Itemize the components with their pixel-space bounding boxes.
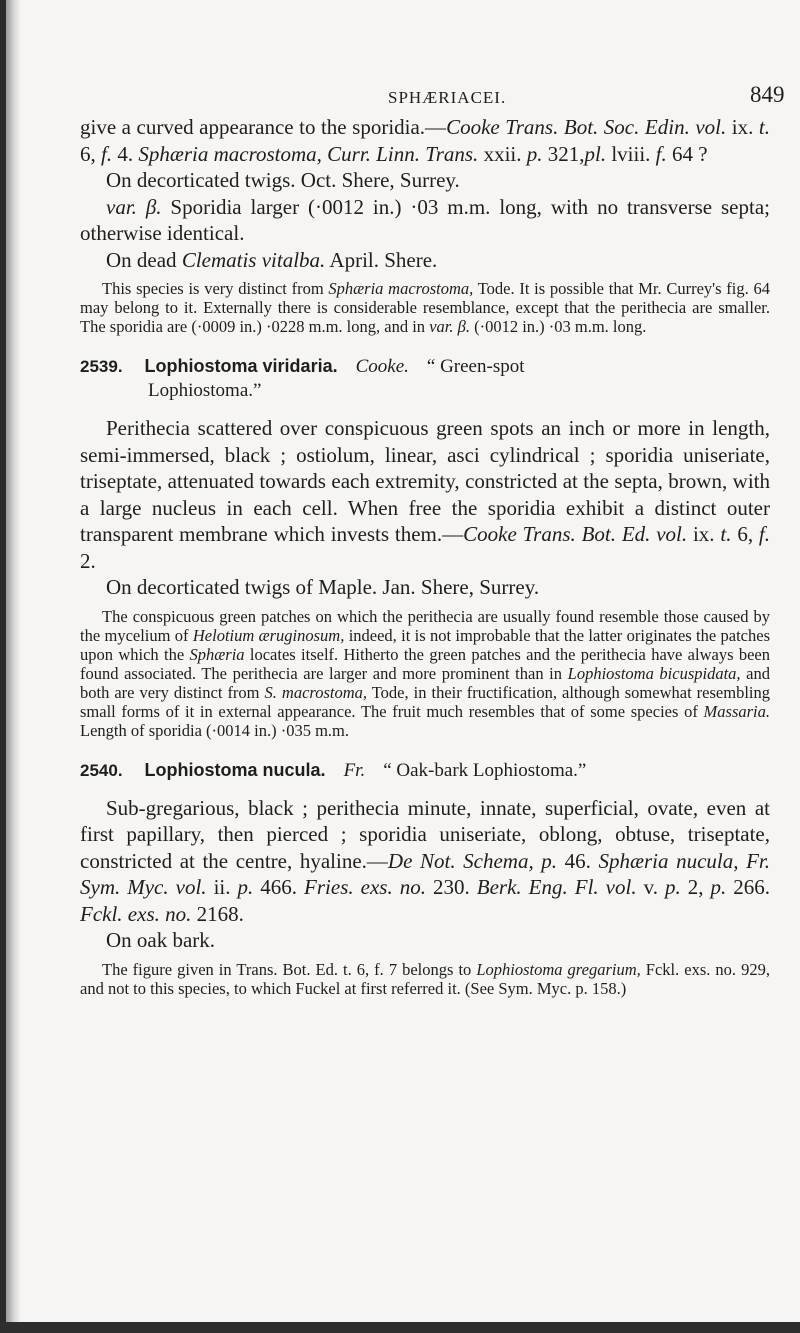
continued-paragraph: give a curved appearance to the sporidia.—Cooke Trans. Bot. Soc. Edin. vol. ix. t. 6, f. 4. Sphæria macrostoma, Curr. Linn. Trans. xxii. p. 321,pl. lviii. f. 64 ?	[80, 115, 770, 166]
scan-edge	[0, 1322, 800, 1333]
binding-gradient	[6, 0, 20, 1333]
species-name: Lophiostoma viridaria.	[144, 356, 338, 376]
species-number: 2540.	[80, 760, 123, 780]
species-heading-2539	[80, 354, 770, 403]
variety-paragraph: var. β. Sporidia larger (·0012 in.) ·03 m.m. long, with no transverse septa; otherwise identical.	[80, 194, 770, 245]
species-number: 2539.	[80, 357, 123, 376]
species-author: Cooke.	[355, 356, 409, 377]
variety-label: var. β.	[106, 194, 162, 219]
habitat-line: On oak bark.	[106, 928, 216, 952]
page-number: 849	[750, 82, 785, 107]
species-description: Sub-gregarious, black ; perithecia minute, innate, superficial, ovate, even at first papillary, then pierced ; sporidia uniseriate, oblong, obtuse, triseptate, constricted at the centre, hyaline.—De Not. Schema, p. 46. Sphæria nucula, Fr. Sym. Myc. vol. ii. p. 466. Fries. exs. no. 230. Berk. Eng. Fl. vol. v. p. 2, p. 266. Fckl. exs. no. 2168.	[80, 795, 771, 926]
variety-habitat-line: On dead Clematis vitalba. April. Shere.	[106, 247, 438, 272]
species-author: Fr.	[343, 759, 366, 781]
small-print-note: The figure given in Trans. Bot. Ed. t. 6, f. 7 belongs to Lophiostoma gregarium, Fckl. exs. no. 929, and not to this species, to which Fuckel at first referred it. (See Sym. Myc. p. 158.)	[80, 959, 770, 998]
species-heading-2540	[80, 758, 770, 783]
page-header	[0, 80, 800, 110]
habitat-line: On decorticated twigs. Oct. Shere, Surrey.	[106, 168, 460, 192]
common-name: “ Green-spot	[426, 356, 525, 377]
habitat-line: On decorticated twigs of Maple. Jan. Shere, Surrey.	[106, 575, 540, 599]
small-print-note: The conspicuous green patches on which the perithecia are usually found resemble those caused by the mycelium of Helotium æruginosum, indeed, it is not improbable that the latter originates the patches upon which the Sphæria locates itself. Hitherto the green patches and the perithecia have always been found associated. The perithecia are larger and more prominent than in Lophiostoma bicuspidata, and both are very distinct from S. macrostoma, Tode, in their fructification, although somewhat resembling small forms of it in external appearance. The fruit much resembles that of some species of Massaria. Length of sporidia (·0014 in.) ·035 m.m.	[80, 606, 770, 740]
common-name-continued: Lophiostoma.”	[148, 380, 262, 401]
page-content	[80, 114, 770, 998]
common-name: “ Oak-bark Lophiostoma.”	[383, 759, 587, 781]
small-print-note: This species is very distinct from Sphæria macrostoma, Tode. It is possible that Mr. Currey's fig. 64 may belong to it. Externally there is considerable resemblance, except that the perithecia are smaller. The sporidia are (·0009 in.) ·0228 m.m. long, and in var. β. (·0012 in.) ·03 m.m. long.	[80, 279, 770, 336]
running-title: SPHÆRIACEI.	[388, 88, 507, 107]
species-description: Perithecia scattered over conspicuous green spots an inch or more in length, semi-immersed, black ; ostiolum, linear, asci cylindrical ; sporidia uniseriate, triseptate, attenuated towards each extremity, constricted at the septa, brown, with a large nucleus in each cell. When free the sporidia exhibit a distinct outer transparent membrane which invests them.—Cooke Trans. Bot. Ed. vol. ix. t. 6, f. 2.	[80, 416, 770, 573]
species-name: Lophiostoma nucula.	[144, 759, 326, 780]
